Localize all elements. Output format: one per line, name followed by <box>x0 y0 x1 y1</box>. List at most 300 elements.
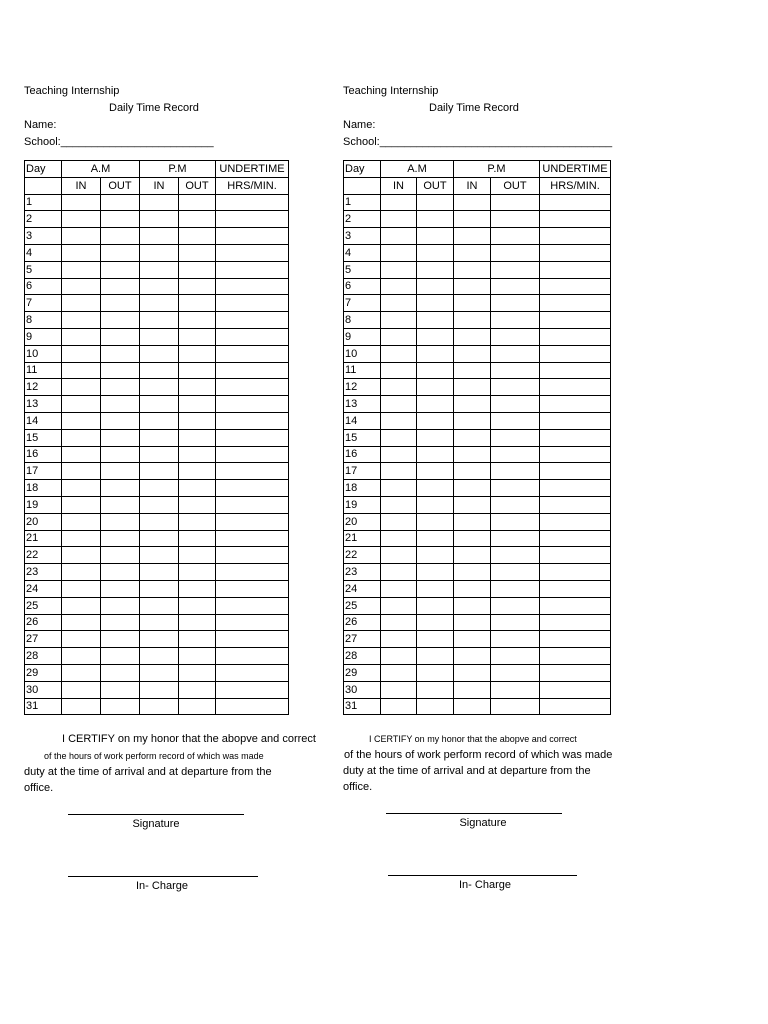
pm-in-cell[interactable] <box>140 261 179 278</box>
undertime-cell[interactable] <box>216 496 289 513</box>
pm-in-cell[interactable] <box>454 194 491 211</box>
pm-out-cell[interactable] <box>179 228 216 245</box>
pm-out-cell[interactable] <box>491 396 540 413</box>
am-out-cell[interactable] <box>417 429 454 446</box>
pm-in-cell[interactable] <box>454 631 491 648</box>
undertime-cell[interactable] <box>216 698 289 715</box>
pm-out-cell[interactable] <box>179 278 216 295</box>
am-out-cell[interactable] <box>101 312 140 329</box>
am-in-cell[interactable] <box>381 345 417 362</box>
pm-out-cell[interactable] <box>491 429 540 446</box>
pm-in-cell[interactable] <box>454 496 491 513</box>
am-out-cell[interactable] <box>101 396 140 413</box>
am-in-cell[interactable] <box>381 648 417 665</box>
am-in-cell[interactable] <box>62 664 101 681</box>
am-out-cell[interactable] <box>101 295 140 312</box>
pm-out-cell[interactable] <box>179 244 216 261</box>
am-in-cell[interactable] <box>381 446 417 463</box>
undertime-cell[interactable] <box>540 228 611 245</box>
pm-in-cell[interactable] <box>454 614 491 631</box>
am-in-cell[interactable] <box>381 614 417 631</box>
am-in-cell[interactable] <box>62 564 101 581</box>
pm-out-cell[interactable] <box>179 446 216 463</box>
am-in-cell[interactable] <box>62 244 101 261</box>
am-out-cell[interactable] <box>417 631 454 648</box>
undertime-cell[interactable] <box>540 547 611 564</box>
am-in-cell[interactable] <box>381 295 417 312</box>
pm-out-cell[interactable] <box>179 698 216 715</box>
am-in-cell[interactable] <box>62 261 101 278</box>
pm-out-cell[interactable] <box>179 648 216 665</box>
am-out-cell[interactable] <box>101 244 140 261</box>
pm-out-cell[interactable] <box>179 312 216 329</box>
pm-in-cell[interactable] <box>140 194 179 211</box>
undertime-cell[interactable] <box>540 412 611 429</box>
pm-in-cell[interactable] <box>140 312 179 329</box>
am-out-cell[interactable] <box>101 429 140 446</box>
pm-out-cell[interactable] <box>179 614 216 631</box>
pm-out-cell[interactable] <box>491 614 540 631</box>
pm-in-cell[interactable] <box>140 496 179 513</box>
pm-out-cell[interactable] <box>179 261 216 278</box>
am-in-cell[interactable] <box>381 496 417 513</box>
pm-in-cell[interactable] <box>454 228 491 245</box>
pm-in-cell[interactable] <box>140 681 179 698</box>
am-out-cell[interactable] <box>417 530 454 547</box>
pm-out-cell[interactable] <box>179 564 216 581</box>
am-in-cell[interactable] <box>381 580 417 597</box>
pm-in-cell[interactable] <box>454 530 491 547</box>
pm-in-cell[interactable] <box>454 295 491 312</box>
pm-out-cell[interactable] <box>179 328 216 345</box>
am-out-cell[interactable] <box>417 547 454 564</box>
am-out-cell[interactable] <box>101 362 140 379</box>
am-in-cell[interactable] <box>62 496 101 513</box>
pm-in-cell[interactable] <box>140 362 179 379</box>
pm-out-cell[interactable] <box>491 681 540 698</box>
pm-in-cell[interactable] <box>140 513 179 530</box>
am-out-cell[interactable] <box>417 261 454 278</box>
pm-out-cell[interactable] <box>179 631 216 648</box>
am-out-cell[interactable] <box>101 648 140 665</box>
undertime-cell[interactable] <box>216 513 289 530</box>
pm-in-cell[interactable] <box>140 228 179 245</box>
undertime-cell[interactable] <box>216 614 289 631</box>
am-out-cell[interactable] <box>417 211 454 228</box>
pm-out-cell[interactable] <box>491 345 540 362</box>
pm-in-cell[interactable] <box>454 547 491 564</box>
undertime-cell[interactable] <box>540 362 611 379</box>
undertime-cell[interactable] <box>540 698 611 715</box>
am-out-cell[interactable] <box>101 328 140 345</box>
am-out-cell[interactable] <box>417 648 454 665</box>
pm-out-cell[interactable] <box>179 345 216 362</box>
pm-in-cell[interactable] <box>454 278 491 295</box>
am-out-cell[interactable] <box>417 295 454 312</box>
am-in-cell[interactable] <box>381 631 417 648</box>
am-in-cell[interactable] <box>381 463 417 480</box>
am-in-cell[interactable] <box>62 631 101 648</box>
undertime-cell[interactable] <box>540 278 611 295</box>
am-in-cell[interactable] <box>62 480 101 497</box>
pm-out-cell[interactable] <box>491 564 540 581</box>
pm-out-cell[interactable] <box>491 412 540 429</box>
undertime-cell[interactable] <box>540 396 611 413</box>
undertime-cell[interactable] <box>540 664 611 681</box>
pm-out-cell[interactable] <box>179 412 216 429</box>
am-out-cell[interactable] <box>101 194 140 211</box>
pm-in-cell[interactable] <box>454 513 491 530</box>
am-in-cell[interactable] <box>381 530 417 547</box>
am-out-cell[interactable] <box>101 530 140 547</box>
undertime-cell[interactable] <box>540 345 611 362</box>
undertime-cell[interactable] <box>216 429 289 446</box>
am-out-cell[interactable] <box>101 547 140 564</box>
pm-in-cell[interactable] <box>140 345 179 362</box>
pm-out-cell[interactable] <box>491 648 540 665</box>
undertime-cell[interactable] <box>216 362 289 379</box>
undertime-cell[interactable] <box>216 379 289 396</box>
am-out-cell[interactable] <box>417 496 454 513</box>
pm-in-cell[interactable] <box>140 278 179 295</box>
am-in-cell[interactable] <box>62 379 101 396</box>
undertime-cell[interactable] <box>216 648 289 665</box>
pm-in-cell[interactable] <box>454 681 491 698</box>
am-out-cell[interactable] <box>101 480 140 497</box>
undertime-cell[interactable] <box>216 295 289 312</box>
undertime-cell[interactable] <box>216 564 289 581</box>
am-out-cell[interactable] <box>417 362 454 379</box>
undertime-cell[interactable] <box>540 631 611 648</box>
undertime-cell[interactable] <box>540 530 611 547</box>
pm-in-cell[interactable] <box>454 211 491 228</box>
pm-in-cell[interactable] <box>140 547 179 564</box>
pm-out-cell[interactable] <box>491 664 540 681</box>
am-out-cell[interactable] <box>417 681 454 698</box>
am-out-cell[interactable] <box>417 698 454 715</box>
pm-in-cell[interactable] <box>454 396 491 413</box>
pm-in-cell[interactable] <box>454 379 491 396</box>
am-in-cell[interactable] <box>381 547 417 564</box>
undertime-cell[interactable] <box>540 564 611 581</box>
am-in-cell[interactable] <box>381 244 417 261</box>
undertime-cell[interactable] <box>540 429 611 446</box>
pm-out-cell[interactable] <box>179 396 216 413</box>
am-in-cell[interactable] <box>381 211 417 228</box>
pm-out-cell[interactable] <box>491 261 540 278</box>
am-out-cell[interactable] <box>417 244 454 261</box>
pm-out-cell[interactable] <box>179 513 216 530</box>
am-in-cell[interactable] <box>381 564 417 581</box>
am-in-cell[interactable] <box>381 228 417 245</box>
am-out-cell[interactable] <box>101 698 140 715</box>
am-in-cell[interactable] <box>381 681 417 698</box>
am-out-cell[interactable] <box>417 328 454 345</box>
pm-out-cell[interactable] <box>179 379 216 396</box>
pm-in-cell[interactable] <box>140 480 179 497</box>
undertime-cell[interactable] <box>540 580 611 597</box>
pm-in-cell[interactable] <box>454 362 491 379</box>
undertime-cell[interactable] <box>216 580 289 597</box>
pm-in-cell[interactable] <box>454 446 491 463</box>
am-in-cell[interactable] <box>62 513 101 530</box>
pm-out-cell[interactable] <box>491 513 540 530</box>
pm-in-cell[interactable] <box>140 244 179 261</box>
undertime-cell[interactable] <box>216 631 289 648</box>
pm-out-cell[interactable] <box>491 480 540 497</box>
am-out-cell[interactable] <box>417 228 454 245</box>
undertime-cell[interactable] <box>216 228 289 245</box>
undertime-cell[interactable] <box>540 194 611 211</box>
pm-out-cell[interactable] <box>179 547 216 564</box>
pm-in-cell[interactable] <box>454 261 491 278</box>
am-in-cell[interactable] <box>62 530 101 547</box>
pm-out-cell[interactable] <box>491 312 540 329</box>
undertime-cell[interactable] <box>540 312 611 329</box>
am-out-cell[interactable] <box>417 480 454 497</box>
am-in-cell[interactable] <box>62 278 101 295</box>
am-in-cell[interactable] <box>62 681 101 698</box>
am-in-cell[interactable] <box>381 379 417 396</box>
am-out-cell[interactable] <box>417 446 454 463</box>
pm-out-cell[interactable] <box>491 580 540 597</box>
undertime-cell[interactable] <box>216 664 289 681</box>
pm-in-cell[interactable] <box>140 379 179 396</box>
am-out-cell[interactable] <box>101 681 140 698</box>
undertime-cell[interactable] <box>216 328 289 345</box>
am-out-cell[interactable] <box>101 261 140 278</box>
undertime-cell[interactable] <box>216 345 289 362</box>
am-out-cell[interactable] <box>417 396 454 413</box>
pm-in-cell[interactable] <box>140 530 179 547</box>
pm-out-cell[interactable] <box>491 496 540 513</box>
am-out-cell[interactable] <box>417 312 454 329</box>
undertime-cell[interactable] <box>216 597 289 614</box>
am-out-cell[interactable] <box>101 379 140 396</box>
am-out-cell[interactable] <box>417 564 454 581</box>
pm-in-cell[interactable] <box>140 328 179 345</box>
undertime-cell[interactable] <box>540 446 611 463</box>
pm-in-cell[interactable] <box>454 580 491 597</box>
pm-out-cell[interactable] <box>179 211 216 228</box>
pm-out-cell[interactable] <box>491 597 540 614</box>
am-out-cell[interactable] <box>101 580 140 597</box>
pm-out-cell[interactable] <box>179 362 216 379</box>
pm-out-cell[interactable] <box>491 530 540 547</box>
undertime-cell[interactable] <box>540 597 611 614</box>
am-out-cell[interactable] <box>417 412 454 429</box>
pm-out-cell[interactable] <box>179 681 216 698</box>
am-in-cell[interactable] <box>62 362 101 379</box>
pm-out-cell[interactable] <box>179 597 216 614</box>
am-out-cell[interactable] <box>417 513 454 530</box>
pm-out-cell[interactable] <box>491 194 540 211</box>
pm-in-cell[interactable] <box>140 211 179 228</box>
am-in-cell[interactable] <box>62 547 101 564</box>
pm-out-cell[interactable] <box>179 496 216 513</box>
pm-in-cell[interactable] <box>454 244 491 261</box>
undertime-cell[interactable] <box>540 480 611 497</box>
pm-in-cell[interactable] <box>454 412 491 429</box>
am-out-cell[interactable] <box>101 496 140 513</box>
undertime-cell[interactable] <box>540 244 611 261</box>
pm-out-cell[interactable] <box>179 664 216 681</box>
pm-in-cell[interactable] <box>454 698 491 715</box>
am-in-cell[interactable] <box>62 211 101 228</box>
am-in-cell[interactable] <box>381 362 417 379</box>
am-in-cell[interactable] <box>62 648 101 665</box>
am-out-cell[interactable] <box>417 194 454 211</box>
undertime-cell[interactable] <box>540 681 611 698</box>
undertime-cell[interactable] <box>216 446 289 463</box>
am-in-cell[interactable] <box>381 698 417 715</box>
am-in-cell[interactable] <box>381 597 417 614</box>
pm-out-cell[interactable] <box>179 194 216 211</box>
am-in-cell[interactable] <box>381 328 417 345</box>
pm-in-cell[interactable] <box>140 463 179 480</box>
am-in-cell[interactable] <box>381 396 417 413</box>
am-out-cell[interactable] <box>417 614 454 631</box>
am-in-cell[interactable] <box>62 396 101 413</box>
am-out-cell[interactable] <box>101 614 140 631</box>
am-out-cell[interactable] <box>101 597 140 614</box>
am-in-cell[interactable] <box>62 446 101 463</box>
am-in-cell[interactable] <box>62 295 101 312</box>
am-in-cell[interactable] <box>62 597 101 614</box>
pm-in-cell[interactable] <box>454 429 491 446</box>
pm-out-cell[interactable] <box>491 379 540 396</box>
am-out-cell[interactable] <box>417 278 454 295</box>
pm-in-cell[interactable] <box>454 345 491 362</box>
pm-in-cell[interactable] <box>454 480 491 497</box>
pm-in-cell[interactable] <box>140 580 179 597</box>
pm-out-cell[interactable] <box>179 580 216 597</box>
am-out-cell[interactable] <box>101 278 140 295</box>
am-out-cell[interactable] <box>417 580 454 597</box>
am-in-cell[interactable] <box>381 261 417 278</box>
pm-in-cell[interactable] <box>140 648 179 665</box>
am-in-cell[interactable] <box>62 312 101 329</box>
am-out-cell[interactable] <box>101 463 140 480</box>
pm-in-cell[interactable] <box>140 396 179 413</box>
pm-out-cell[interactable] <box>179 295 216 312</box>
pm-out-cell[interactable] <box>491 244 540 261</box>
am-out-cell[interactable] <box>417 345 454 362</box>
pm-out-cell[interactable] <box>491 328 540 345</box>
pm-out-cell[interactable] <box>491 228 540 245</box>
pm-in-cell[interactable] <box>140 631 179 648</box>
am-in-cell[interactable] <box>381 312 417 329</box>
am-out-cell[interactable] <box>101 211 140 228</box>
pm-in-cell[interactable] <box>140 295 179 312</box>
pm-in-cell[interactable] <box>140 664 179 681</box>
pm-out-cell[interactable] <box>179 463 216 480</box>
pm-in-cell[interactable] <box>454 312 491 329</box>
am-out-cell[interactable] <box>101 446 140 463</box>
pm-out-cell[interactable] <box>491 698 540 715</box>
undertime-cell[interactable] <box>540 379 611 396</box>
am-out-cell[interactable] <box>101 228 140 245</box>
am-in-cell[interactable] <box>62 194 101 211</box>
pm-in-cell[interactable] <box>140 614 179 631</box>
pm-out-cell[interactable] <box>491 446 540 463</box>
am-in-cell[interactable] <box>62 698 101 715</box>
am-in-cell[interactable] <box>381 513 417 530</box>
undertime-cell[interactable] <box>216 396 289 413</box>
pm-in-cell[interactable] <box>454 664 491 681</box>
am-out-cell[interactable] <box>101 345 140 362</box>
am-in-cell[interactable] <box>381 664 417 681</box>
undertime-cell[interactable] <box>216 211 289 228</box>
undertime-cell[interactable] <box>540 295 611 312</box>
am-out-cell[interactable] <box>101 631 140 648</box>
pm-out-cell[interactable] <box>491 278 540 295</box>
undertime-cell[interactable] <box>540 261 611 278</box>
am-in-cell[interactable] <box>62 228 101 245</box>
am-out-cell[interactable] <box>417 379 454 396</box>
undertime-cell[interactable] <box>216 244 289 261</box>
undertime-cell[interactable] <box>216 480 289 497</box>
undertime-cell[interactable] <box>216 194 289 211</box>
am-out-cell[interactable] <box>417 463 454 480</box>
pm-in-cell[interactable] <box>454 463 491 480</box>
pm-in-cell[interactable] <box>454 564 491 581</box>
am-in-cell[interactable] <box>62 412 101 429</box>
am-out-cell[interactable] <box>417 597 454 614</box>
am-in-cell[interactable] <box>62 328 101 345</box>
pm-in-cell[interactable] <box>140 429 179 446</box>
pm-out-cell[interactable] <box>491 463 540 480</box>
undertime-cell[interactable] <box>540 614 611 631</box>
pm-in-cell[interactable] <box>140 597 179 614</box>
am-out-cell[interactable] <box>101 664 140 681</box>
undertime-cell[interactable] <box>216 463 289 480</box>
pm-out-cell[interactable] <box>491 631 540 648</box>
undertime-cell[interactable] <box>540 463 611 480</box>
undertime-cell[interactable] <box>540 328 611 345</box>
undertime-cell[interactable] <box>216 261 289 278</box>
undertime-cell[interactable] <box>216 547 289 564</box>
pm-in-cell[interactable] <box>140 564 179 581</box>
undertime-cell[interactable] <box>540 211 611 228</box>
undertime-cell[interactable] <box>216 412 289 429</box>
undertime-cell[interactable] <box>216 312 289 329</box>
undertime-cell[interactable] <box>216 530 289 547</box>
am-in-cell[interactable] <box>381 412 417 429</box>
undertime-cell[interactable] <box>540 496 611 513</box>
pm-out-cell[interactable] <box>491 547 540 564</box>
am-out-cell[interactable] <box>101 513 140 530</box>
pm-out-cell[interactable] <box>491 295 540 312</box>
am-in-cell[interactable] <box>381 480 417 497</box>
am-in-cell[interactable] <box>381 429 417 446</box>
pm-out-cell[interactable] <box>179 429 216 446</box>
am-in-cell[interactable] <box>62 580 101 597</box>
am-in-cell[interactable] <box>62 463 101 480</box>
pm-in-cell[interactable] <box>140 446 179 463</box>
pm-out-cell[interactable] <box>179 530 216 547</box>
undertime-cell[interactable] <box>540 648 611 665</box>
pm-in-cell[interactable] <box>454 597 491 614</box>
am-in-cell[interactable] <box>62 429 101 446</box>
am-out-cell[interactable] <box>417 664 454 681</box>
pm-out-cell[interactable] <box>179 480 216 497</box>
undertime-cell[interactable] <box>216 278 289 295</box>
am-out-cell[interactable] <box>101 412 140 429</box>
pm-in-cell[interactable] <box>140 698 179 715</box>
am-out-cell[interactable] <box>101 564 140 581</box>
am-in-cell[interactable] <box>62 345 101 362</box>
